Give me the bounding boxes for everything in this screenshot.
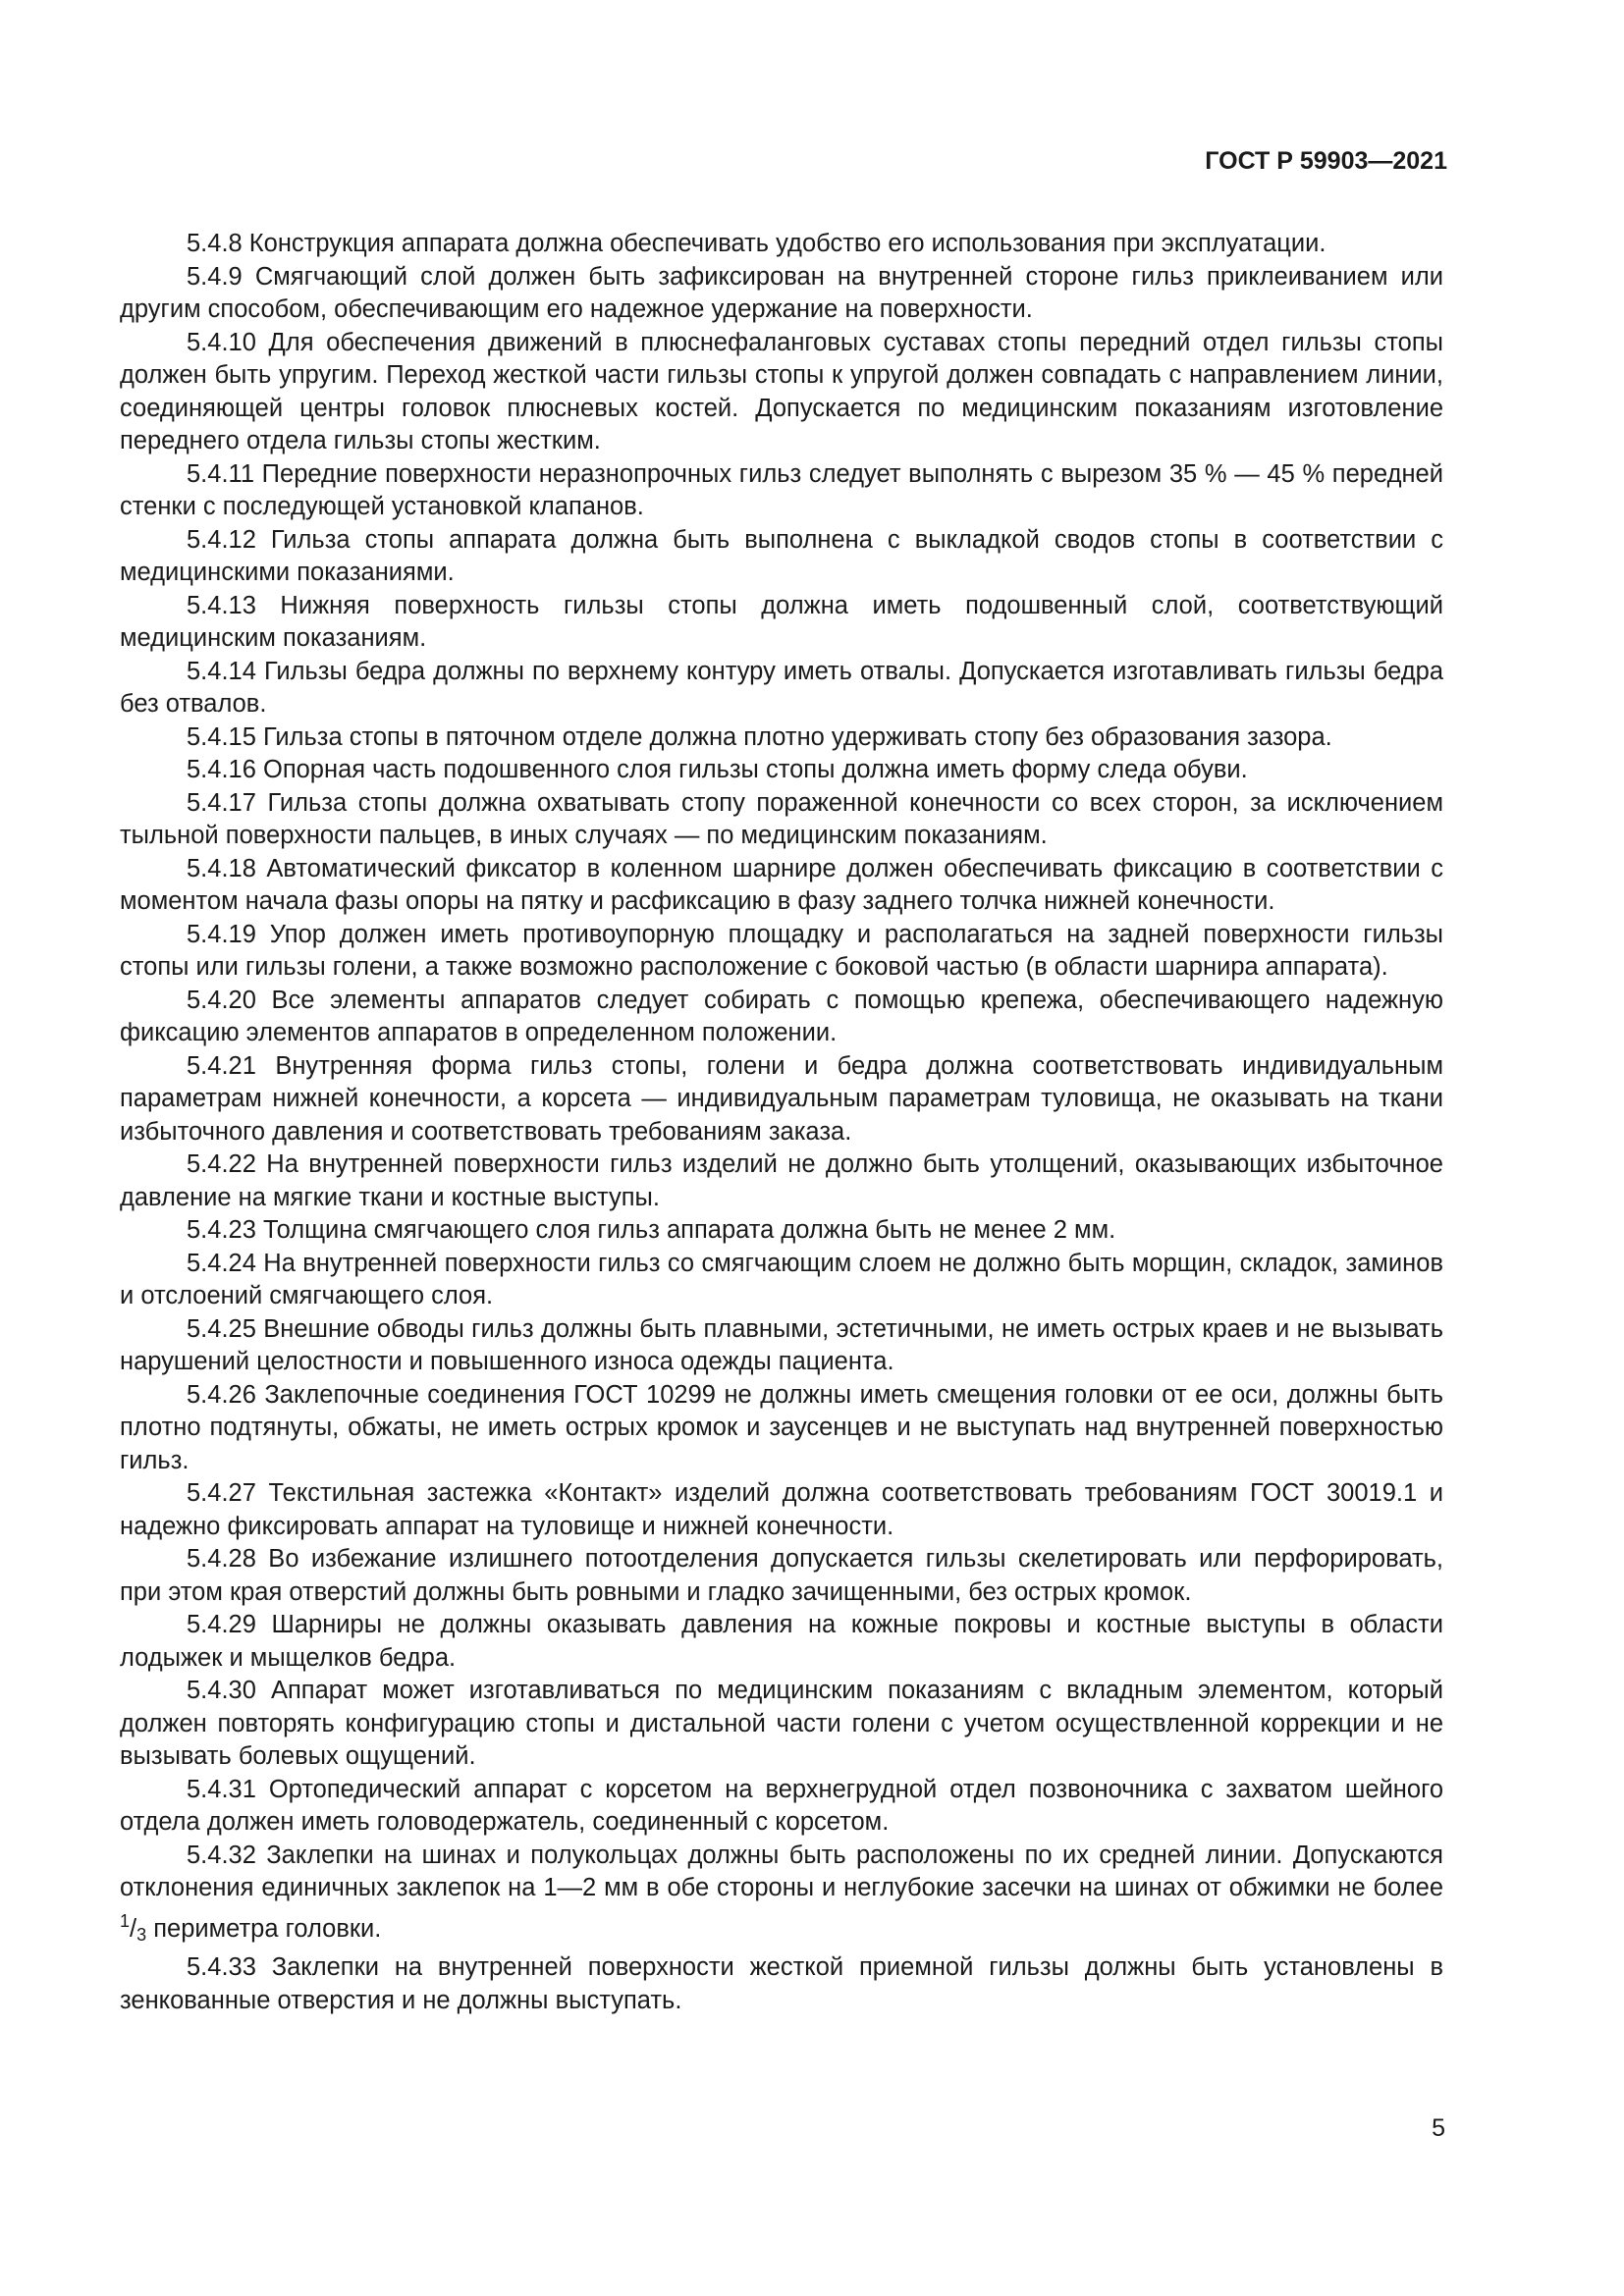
paragraph-5-4-30: 5.4.30 Аппарат может изготавливаться по медицинским показаниям с вкладным элементом, который должен повторять конфигурацию стопы и дистальной части голени с учетом осуществленной коррекции и не вызывать болевых ощущений. (120, 1677, 1443, 1770)
paragraph-5-4-29: 5.4.29 Шарниры не должны оказывать давления на кожные покровы и костные выступы в области лодыжек и мыщелков бедра. (120, 1611, 1443, 1672)
page-number: 5 (1432, 2114, 1445, 2142)
paragraph-5-4-27: 5.4.27 Текстильная застежка «Контакт» изделий должна соответствовать требованиям ГОСТ 30019.1 и надежно фиксировать аппарат на туловище и нижней конечности. (120, 1479, 1443, 1540)
document-body (120, 228, 1443, 2017)
paragraph-5-4-21: 5.4.21 Внутренняя форма гильз стопы, голени и бедра должна соответствовать индивидуальным параметрам нижней конечности, а корсета — индивидуальным параметрам туловища, не оказывать на ткани избыточного давления и соответствовать требованиям заказа. (120, 1051, 1443, 1146)
paragraph-5-4-23: 5.4.23 Толщина смягчающего слоя гильз аппарата должна быть не менее 2 мм. (187, 1216, 1116, 1244)
paragraph-text-after-fraction: периметра головки. (146, 1914, 382, 1943)
paragraph-5-4-8: 5.4.8 Конструкция аппарата должна обеспечивать удобство его использования при эксплуатации. (187, 230, 1326, 257)
document-id-header: ГОСТ Р 59903—2021 (1205, 147, 1447, 175)
paragraph-5-4-20: 5.4.20 Все элементы аппаратов следует собирать с помощью крепежа, обеспечивающего надежную фиксацию элементов аппаратов в определенном положении. (120, 986, 1443, 1046)
paragraph-5-4-17: 5.4.17 Гильза стопы должна охватывать стопу пораженной конечности со всех сторон, за исключением тыльной поверхности пальцев, в иных случаях — по медицинским показаниям. (120, 788, 1443, 849)
paragraph-5-4-28: 5.4.28 Во избежание излишнего потоотделения допускается гильзы скелетировать или перфорировать, при этом края отверстий должны быть ровными и гладко зачищенными, без острых кромок. (120, 1545, 1443, 1606)
paragraph-5-4-13: 5.4.13 Нижняя поверхность гильзы стопы должна иметь подошвенный слой, соответствующий медицинским показаниям. (120, 591, 1443, 652)
fraction-denominator: 3 (136, 1924, 147, 1945)
paragraph-5-4-15: 5.4.15 Гильза стопы в пяточном отделе должна плотно удерживать стопу без образования зазора. (187, 722, 1332, 751)
paragraph-5-4-33: 5.4.33 Заклепки на внутренней поверхности жесткой приемной гильзы должны быть установлены в зенкованные отверстия и не должны выступать. (120, 1953, 1443, 2014)
paragraph-5-4-9: 5.4.9 Смягчающий слой должен быть зафиксирован на внутренней стороне гильз приклеиванием или другим способом, обеспечивающим его надежное удержание на поверхности. (120, 262, 1443, 323)
paragraph-5-4-22: 5.4.22 На внутренней поверхности гильз изделий не должно быть утолщений, оказывающих избыточное давление на мягкие ткани и костные выступы. (120, 1150, 1443, 1211)
paragraph-5-4-11: 5.4.11 Передние поверхности неразнопрочных гильз следует выполнять с вырезом 35 % — 45 % передней стенки с последующей установкой клапанов. (120, 459, 1443, 520)
paragraph-5-4-14: 5.4.14 Гильзы бедра должны по верхнему контуру иметь отвалы. Допускается изготавливать гильзы бедра без отвалов. (120, 657, 1443, 718)
paragraph-5-4-18: 5.4.18 Автоматический фиксатор в коленном шарнире должен обеспечивать фиксацию в соответствии с моментом начала фазы опоры на пятку и расфиксацию в фазу заднего толчка нижней конечности. (120, 854, 1443, 915)
paragraph-5-4-25: 5.4.25 Внешние обводы гильз должны быть плавными, эстетичными, не иметь острых краев и не вызывать нарушений целостности и повышенного износа одежды пациента. (120, 1314, 1443, 1375)
paragraph-5-4-24: 5.4.24 На внутренней поверхности гильз со смягчающим слоем не должно быть морщин, складок, заминов и отслоений смягчающего слоя. (120, 1249, 1443, 1309)
paragraph-5-4-12: 5.4.12 Гильза стопы аппарата должна быть выполнена с выкладкой сводов стопы в соответствии с медицинскими показаниями. (120, 525, 1443, 586)
paragraph-5-4-19: 5.4.19 Упор должен иметь противоупорную площадку и располагаться на задней поверхности гильзы стопы или гильзы голени, а также возможно расположение с боковой частью (в области шарнира аппарата). (120, 920, 1443, 981)
paragraph-5-4-10: 5.4.10 Для обеспечения движений в плюснефаланговых суставах стопы передний отдел гильзы стопы должен быть упругим. Переход жесткой части гильзы стопы к упругой должен совпадать с направлением линии, соединяющей центры головок плюсневых костей. Допускается по медицинским показаниям изготовление переднего отдела гильзы стопы жестким. (120, 328, 1443, 454)
fraction-numerator: 1 (120, 1910, 131, 1931)
paragraph-text-before-fraction: 5.4.32 Заклепки на шинах и полукольцах должны быть расположены по их средней линии. Допускаются отклонения единичных заклепок на 1—2 мм в обе стороны и неглубокие засечки на шинах от обжимки не более (120, 1841, 1443, 1901)
paragraph-5-4-31: 5.4.31 Ортопедический аппарат с корсетом на верхнегрудной отдел позвоночника с захватом шейного отдела должен иметь головодержатель, соединенный с корсетом. (120, 1775, 1443, 1836)
fraction-one-third (120, 1910, 147, 1945)
paragraph-5-4-32 (120, 1840, 1443, 1952)
paragraph-5-4-26: 5.4.26 Заклепочные соединения ГОСТ 10299 не должны иметь смещения головки от ее оси, должны быть плотно подтянуты, обжаты, не иметь острых кромок и заусенцев и не выступать над внутренней поверхностью гильз. (120, 1380, 1443, 1474)
fraction-slash: / (130, 1914, 137, 1943)
paragraph-5-4-16: 5.4.16 Опорная часть подошвенного слоя гильзы стопы должна иметь форму следа обуви. (187, 756, 1248, 783)
